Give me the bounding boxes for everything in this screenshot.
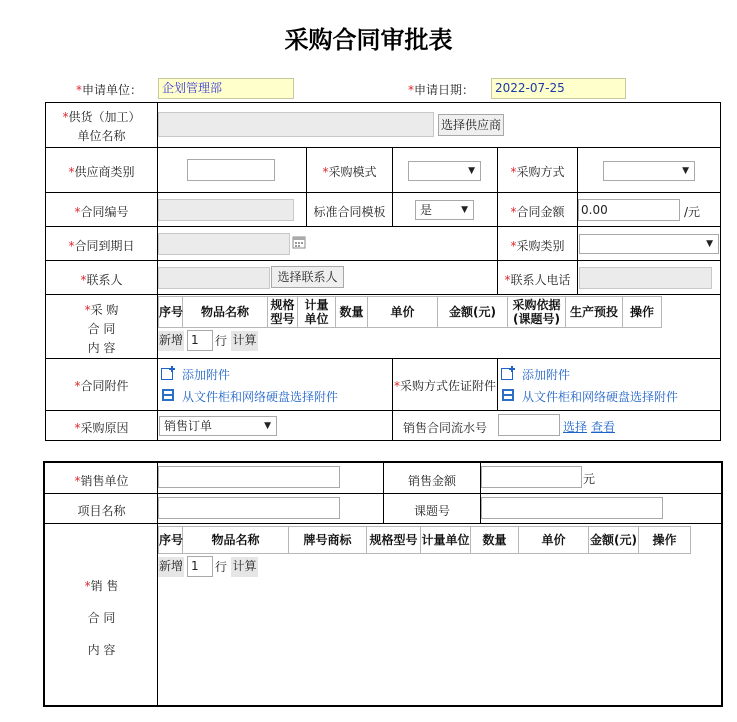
project-name-label: 项目名称 [77,504,126,518]
column-header: 序号 [159,527,183,553]
sales-content-label: *销 售 [84,579,119,593]
grid-line [45,294,721,295]
add-attachment-link[interactable]: 添加附件 [182,368,231,382]
select-from-cabinet-link[interactable]: 从文件柜和网络硬盘选择附件 [182,390,339,404]
chevron-down-icon: ▼ [682,166,689,176]
purchase-items-header [158,296,662,328]
supplier-label-2: 单位名称 [77,129,126,143]
std-template-select[interactable] [415,200,474,220]
grid-line [45,523,721,524]
contract-no-input[interactable] [158,199,294,221]
std-template-label: 标准合同模板 [313,205,386,219]
sales-content-label-3: 内 容 [87,643,116,657]
add-sales-row-button[interactable]: 新增 [158,557,184,577]
grid-line [45,260,721,261]
page-title: 采购合同审批表 [284,26,453,54]
column-header: 牌号商标 [289,527,367,553]
amount-unit: /元 [684,205,701,219]
sales-unit-input[interactable] [158,466,340,488]
purchase-rows-unit: 行 [215,334,228,348]
applicant-unit-value: 企划管理部 [158,78,294,99]
sales-serial-input[interactable] [498,414,560,436]
contact-phone-input[interactable] [579,267,712,289]
chevron-down-icon: ▼ [706,239,713,249]
select-supplier-button[interactable]: 选择供应商 [438,114,504,136]
column-header: 单价 [519,527,589,553]
column-header: 计量 单位 [298,297,336,327]
calc-purchase-button[interactable]: 计算 [231,331,258,351]
chevron-down-icon: ▼ [461,205,468,215]
contact-input[interactable] [158,267,270,289]
purchase-mode-select[interactable] [408,161,481,181]
sales-items-header [158,526,691,554]
contact-label: *联系人 [80,273,123,287]
contract-no-label: *合同编号 [74,205,129,219]
calc-sales-button[interactable]: 计算 [231,557,258,577]
column-header: 序号 [159,297,183,327]
add-evidence-attachment-link[interactable]: 添加附件 [522,368,571,382]
sales-amount-label: 销售金额 [407,474,456,488]
sales-amount-unit: 元 [583,472,596,486]
column-header: 数量 [471,527,519,553]
select-evidence-from-cabinet-link[interactable]: 从文件柜和网络硬盘选择附件 [522,390,679,404]
chevron-down-icon: ▼ [468,166,475,176]
select-serial-link[interactable]: 选择 [563,420,588,434]
grid-line [392,147,393,226]
grid-line [45,192,721,193]
column-header: 物品名称 [183,297,268,327]
sales-amount-input[interactable] [481,466,582,488]
select-contact-button[interactable]: 选择联系人 [271,266,344,288]
purchase-reason-value: 销售订单 [164,419,213,433]
purchase-method-select[interactable] [603,161,695,181]
supplier-label: *供货（加工） [62,110,141,124]
contract-attachment-label: *合同附件 [74,379,129,393]
purchase-reason-label: *采购原因 [74,421,129,435]
contract-expiry-input[interactable] [158,233,290,255]
grid-line [45,147,721,148]
column-header: 规格型号 [367,527,421,553]
column-header: 数量 [336,297,368,327]
column-header: 金额(元) [589,527,639,553]
sales-unit-label: *销售单位 [74,474,129,488]
apply-date-value: 2022-07-25 [491,78,626,99]
add-purchase-row-button[interactable]: 新增 [158,331,184,351]
purchase-rows-input[interactable]: 1 [187,330,213,351]
grid-line [720,102,721,440]
sales-rows-unit: 行 [215,560,228,574]
column-header: 规格 型号 [268,297,298,327]
sales-serial-label: 销售合同流水号 [402,421,487,435]
column-header: 操作 [652,533,677,547]
grid-line [45,440,721,441]
purchase-reason-select[interactable] [159,416,277,436]
grid-line [45,102,721,103]
supplier-type-input[interactable] [187,159,275,181]
purchase-mode-label: *采购模式 [322,165,377,179]
purchase-content-label-2: 合 同 [87,322,116,336]
grid-line [497,358,498,410]
column-header: 采购依据 (课题号) [508,297,566,327]
add-attachment-icon[interactable] [500,365,516,381]
purchase-content-label: *采 购 [84,303,119,317]
add-attachment-icon[interactable] [160,365,176,381]
applicant-unit-label: *申请单位： [76,83,143,97]
contact-phone-label: *联系人电话 [504,273,571,287]
std-template-value: 是 [420,203,433,217]
purchase-category-label: *采购类别 [510,239,565,253]
view-serial-link[interactable]: 查看 [591,420,616,434]
purchase-category-select[interactable] [579,234,719,254]
column-header: 物品名称 [183,527,289,553]
chevron-down-icon: ▼ [264,421,271,431]
project-name-input[interactable] [158,497,340,519]
calendar-icon[interactable] [292,235,306,249]
grid-line [45,410,721,411]
grid-line [45,358,721,359]
column-header: 操作 [629,305,654,319]
topic-no-label: 课题号 [413,504,450,518]
supplier-type-label: *供应商类别 [68,165,135,179]
grid-line [45,226,721,227]
contract-amount-label: *合同金额 [510,205,565,219]
file-cabinet-icon[interactable] [500,387,516,403]
column-header: 生产预投 [566,297,623,327]
contract-amount-input[interactable]: 0.00 [578,199,680,221]
purchase-method-label: *采购方式 [510,165,565,179]
contract-expiry-label: *合同到期日 [68,239,135,253]
column-header: 金额(元) [438,297,508,327]
sales-content-label-2: 合 同 [87,611,116,625]
sales-rows-input[interactable]: 1 [187,556,213,577]
topic-no-input[interactable] [481,497,663,519]
file-cabinet-icon[interactable] [160,387,176,403]
column-header: 计量单位 [421,527,471,553]
supplier-name-input[interactable] [158,112,434,137]
column-header: 单价 [368,297,438,327]
method-evidence-label: *采购方式佐证附件 [393,379,496,393]
purchase-content-label-3: 内 容 [87,341,116,355]
apply-date-label: *申请日期： [408,83,475,97]
